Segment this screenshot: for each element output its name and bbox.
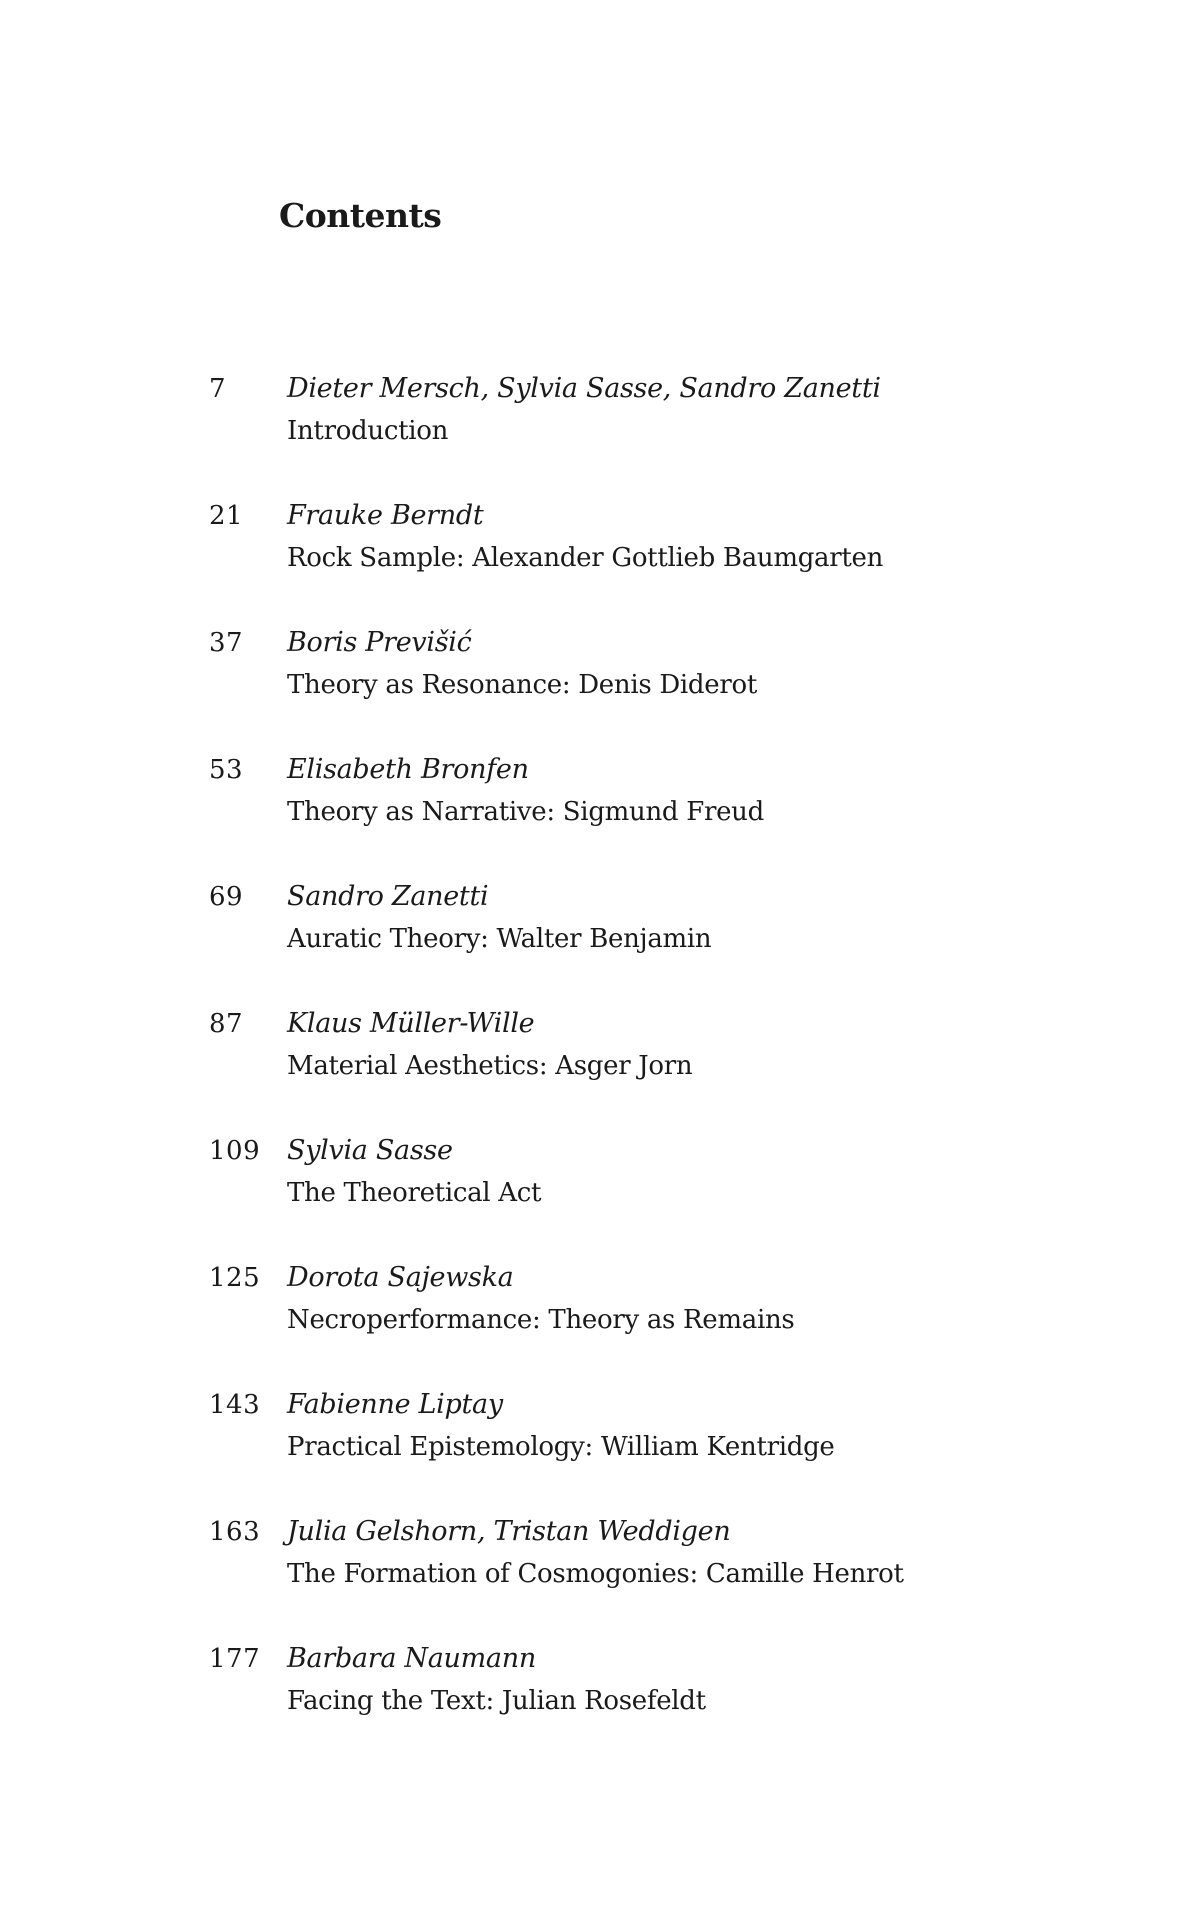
- toc-list: [0, 368, 1200, 1765]
- toc-page-number: 109: [209, 1136, 261, 1166]
- toc-author: Elisabeth Bronfen: [287, 754, 529, 785]
- toc-entry: [0, 1511, 1200, 1638]
- toc-entry: [0, 1257, 1200, 1384]
- toc-entry: [0, 622, 1200, 749]
- toc-chapter-title: Introduction: [287, 416, 449, 446]
- toc-entry: [0, 368, 1200, 495]
- toc-page-number: 37: [209, 628, 244, 658]
- toc-chapter-title: Facing the Text: Julian Rosefeldt: [287, 1686, 706, 1716]
- toc-page-number: 143: [209, 1390, 261, 1420]
- toc-author: Barbara Naumann: [287, 1643, 536, 1674]
- toc-chapter-title: Theory as Narrative: Sigmund Freud: [287, 797, 764, 827]
- toc-author: Dieter Mersch, Sylvia Sasse, Sandro Zanetti: [287, 373, 881, 404]
- toc-entry: [0, 749, 1200, 876]
- toc-chapter-title: Necroperformance: Theory as Remains: [287, 1305, 795, 1335]
- toc-entry: [0, 1384, 1200, 1511]
- toc-entry: [0, 1130, 1200, 1257]
- toc-chapter-title: The Formation of Cosmogonies: Camille Henrot: [287, 1559, 904, 1589]
- toc-chapter-title: The Theoretical Act: [287, 1178, 542, 1208]
- toc-entry: [0, 876, 1200, 1003]
- toc-author: Frauke Berndt: [287, 500, 484, 531]
- toc-page-number: 163: [209, 1517, 261, 1547]
- toc-author: Sylvia Sasse: [287, 1135, 453, 1166]
- toc-author: Sandro Zanetti: [287, 881, 489, 912]
- page-title: Contents: [279, 196, 442, 235]
- toc-page-number: 69: [209, 882, 244, 912]
- toc-author: Julia Gelshorn, Tristan Weddigen: [287, 1516, 731, 1547]
- toc-page-number: 125: [209, 1263, 261, 1293]
- toc-entry: [0, 1003, 1200, 1130]
- toc-page-number: 21: [209, 501, 244, 531]
- toc-page-number: 7: [209, 374, 227, 404]
- toc-chapter-title: Rock Sample: Alexander Gottlieb Baumgarten: [287, 543, 884, 573]
- toc-page-number: 177: [209, 1644, 261, 1674]
- toc-chapter-title: Practical Epistemology: William Kentridge: [287, 1432, 835, 1462]
- toc-chapter-title: Theory as Resonance: Denis Diderot: [287, 670, 757, 700]
- toc-page-number: 87: [209, 1009, 244, 1039]
- toc-author: Dorota Sajewska: [287, 1262, 514, 1293]
- toc-chapter-title: Auratic Theory: Walter Benjamin: [287, 924, 712, 954]
- toc-page-number: 53: [209, 755, 244, 785]
- toc-author: Boris Previšić: [287, 627, 472, 658]
- toc-chapter-title: Material Aesthetics: Asger Jorn: [287, 1051, 693, 1081]
- toc-author: Klaus Müller-Wille: [287, 1008, 535, 1039]
- toc-entry: [0, 495, 1200, 622]
- toc-author: Fabienne Liptay: [287, 1389, 503, 1420]
- toc-entry: [0, 1638, 1200, 1765]
